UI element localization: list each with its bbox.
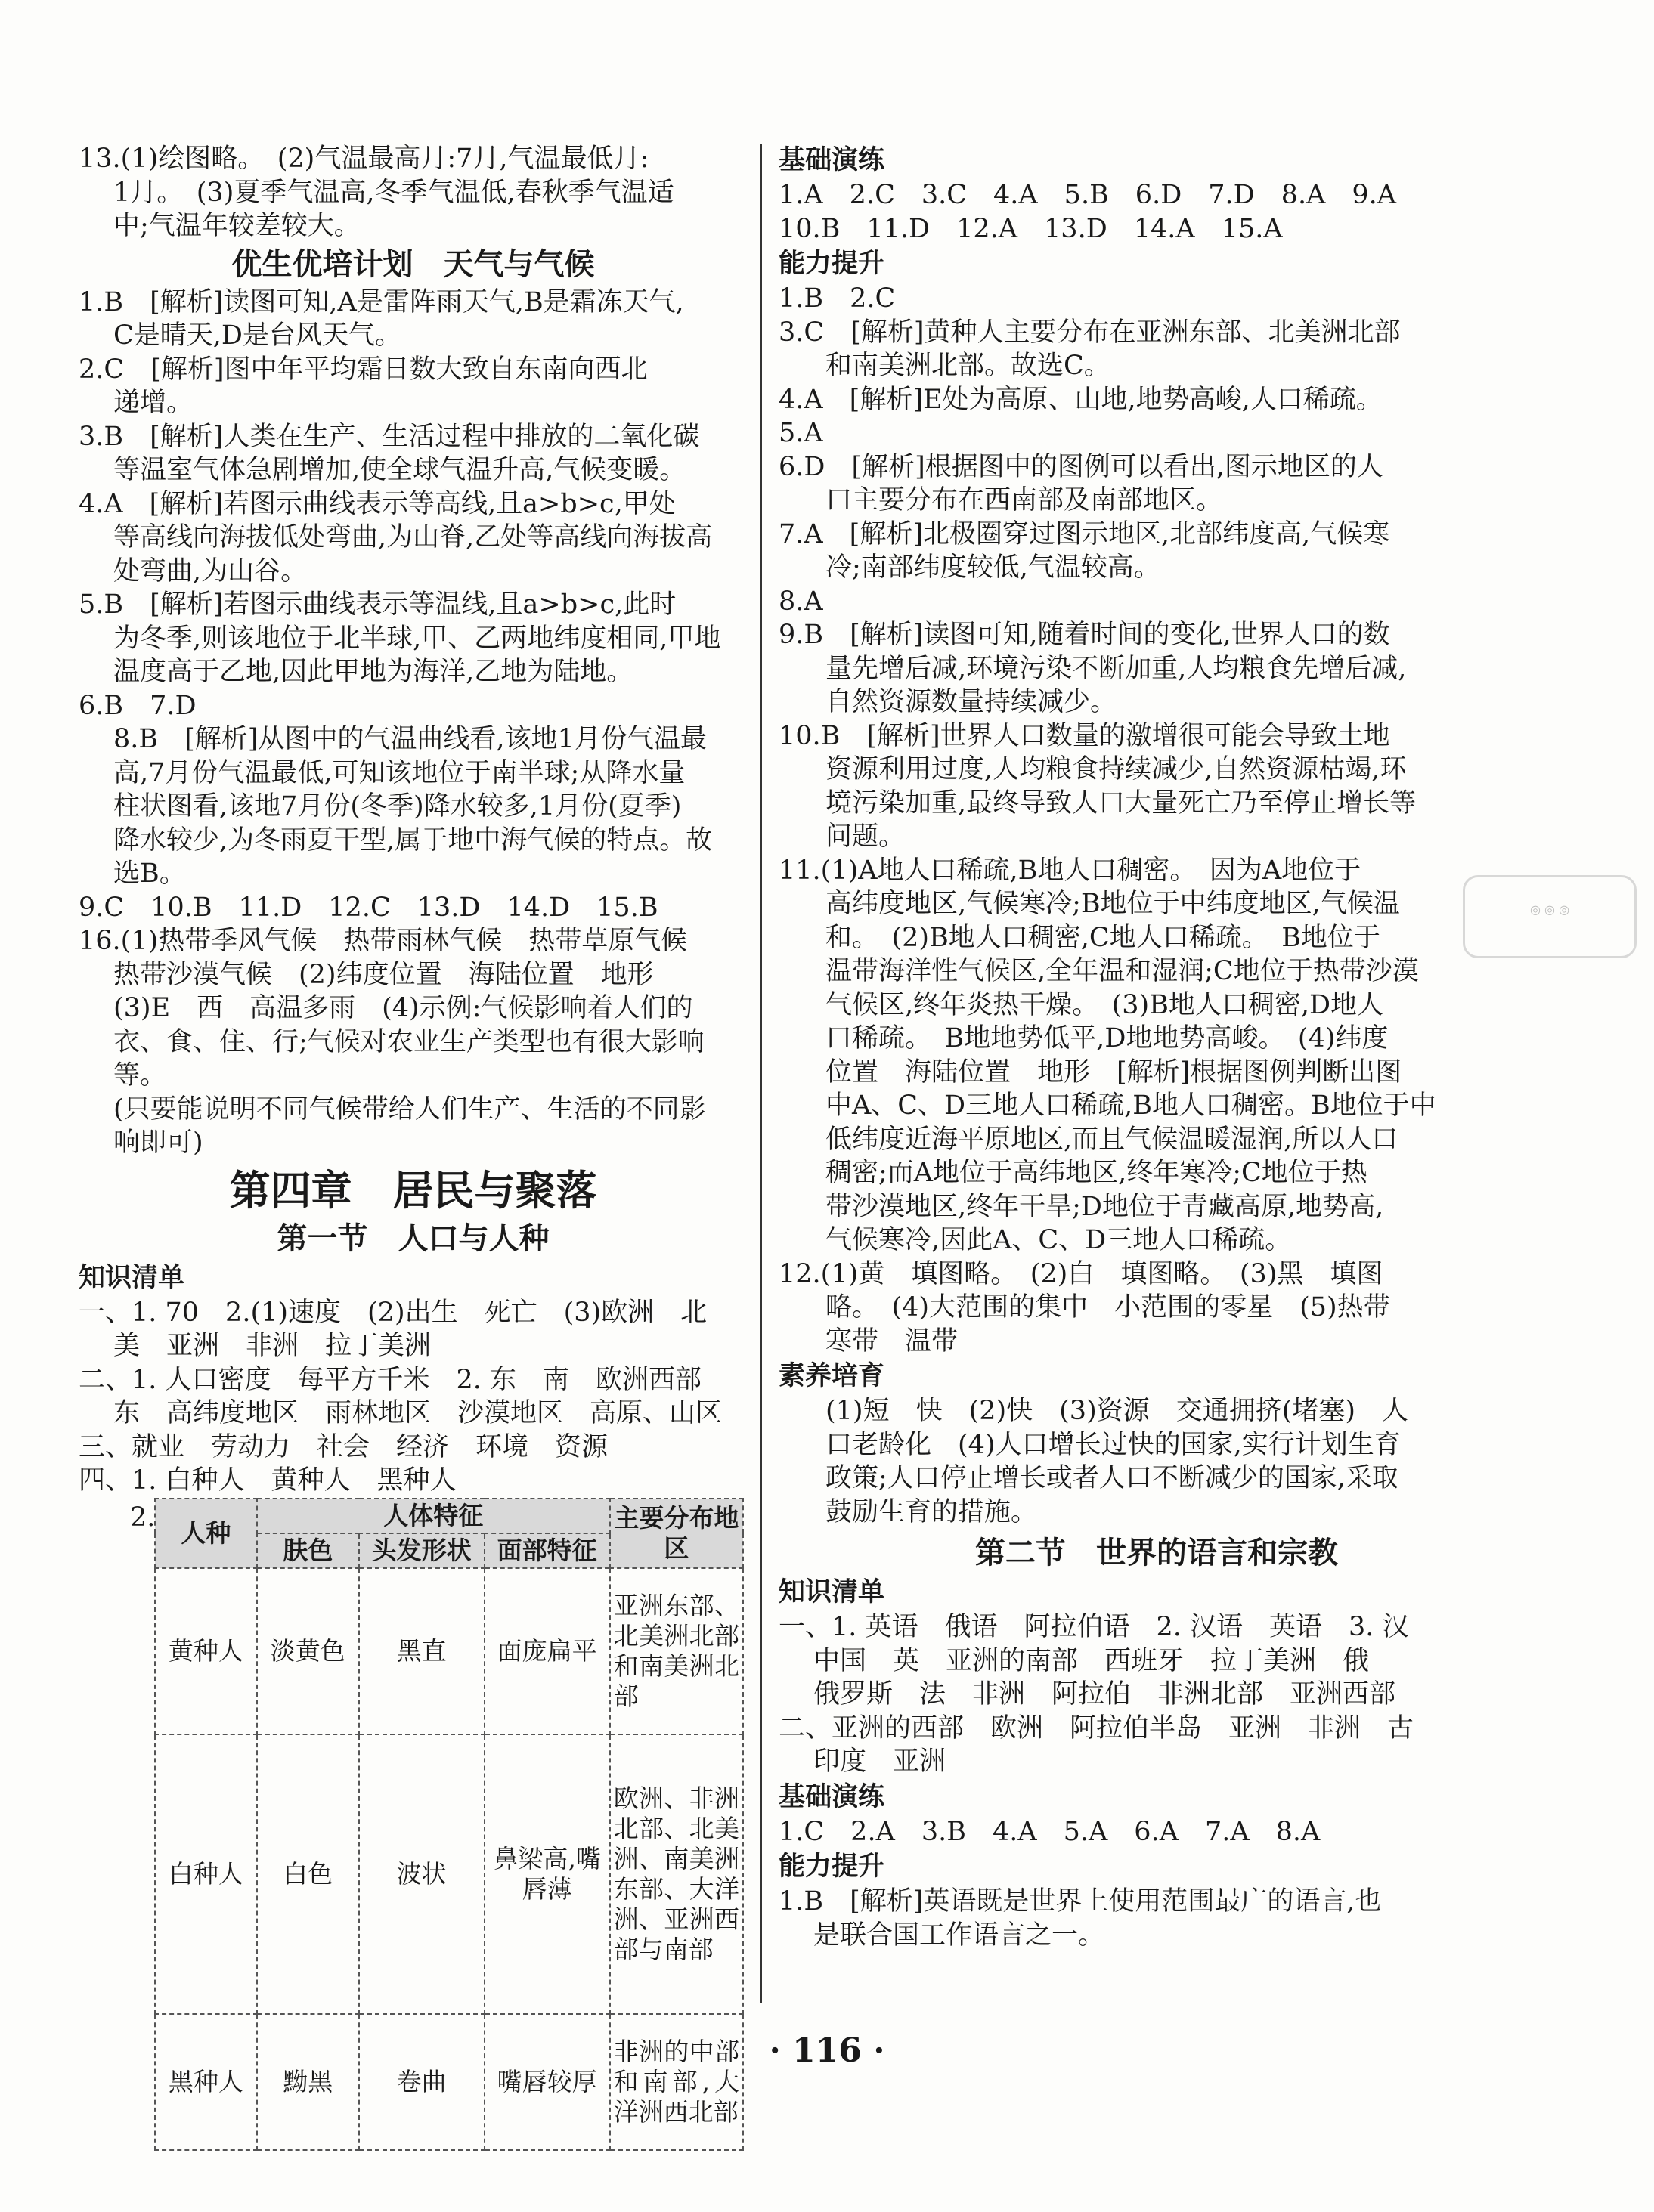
text-line: 1.A 2.C 3.C 4.A 5.B 6.D 7.D 8.A 9.A <box>779 180 1397 210</box>
literacy-heading: 素养培育 <box>779 1361 885 1391</box>
text-line: 1月。 (3)夏季气温高,冬季气温低,春秋季气温适 <box>113 177 674 208</box>
text-line: 俄罗斯 法 非洲 阿拉伯 非洲北部 亚洲西部 <box>813 1679 1396 1709</box>
left-column <box>79 142 748 2151</box>
cell-area: 欧洲、非洲北部、北美洲、南美洲东部、大洋洲、亚洲西部与南部 <box>610 1734 743 2014</box>
text-line: 寒带 温带 <box>825 1326 959 1357</box>
text-line: (只要能说明不同气候带给人们生产、生活的不同影 <box>113 1094 706 1125</box>
basic2-heading: 基础演练 <box>779 1781 885 1812</box>
text-line: 口稀疏。 B地地势低平,D地地势高峻。 (4)纬度 <box>825 1023 1389 1053</box>
text-line: 高,7月份气温最低,可知该地位于南半球;从降水量 <box>113 757 686 788</box>
text-line: 8.A <box>779 586 823 617</box>
text-line: 是联合国工作语言之一。 <box>813 1920 1105 1951</box>
text-line: 二、亚洲的西部 欧洲 阿拉伯半岛 亚洲 非洲 古 <box>779 1712 1414 1743</box>
header-features: 人体特征 <box>257 1499 610 1533</box>
text-line: (1)短 快 (2)快 (3)资源 交通拥挤(堵塞) 人 <box>825 1396 1409 1426</box>
text-line: 4.A [解析]E处为高原、山地,地势高峻,人口稀疏。 <box>779 384 1383 415</box>
cell-area: 亚洲东部、北美洲北部和南美洲北部 <box>610 1568 743 1734</box>
text-line: 一、1. 70 2.(1)速度 (2)出生 死亡 (3)欧洲 北 <box>79 1297 708 1328</box>
table-row <box>155 1734 743 2014</box>
text-line: 美 亚洲 非洲 拉丁美洲 <box>113 1331 432 1361</box>
text-line: 中;气温年较差较大。 <box>113 211 361 241</box>
text-line: 稠密;而A地位于高纬地区,终年寒冷;C地位于热 <box>825 1158 1367 1188</box>
ability-heading: 能力提升 <box>779 249 885 279</box>
cell-skin: 淡黄色 <box>257 1568 359 1734</box>
cell-skin: 黝黑 <box>257 2014 359 2150</box>
text-line: 选B。 <box>113 859 186 889</box>
text-line: 6.D [解析]根据图中的图例可以看出,图示地区的人 <box>779 451 1383 482</box>
text-line: 鼓励生育的措施。 <box>825 1496 1038 1527</box>
text-line: 和。 (2)B地人口稠密,C地人口稀疏。 B地位于 <box>825 922 1380 953</box>
header-face: 面部特征 <box>485 1533 610 1568</box>
text-line: 12.(1)黄 填图略。 (2)白 填图略。 (3)黑 填图 <box>779 1258 1383 1289</box>
cell-face: 面庞扁平 <box>485 1568 610 1734</box>
text-line: 温带海洋性气候区,全年温和湿润;C地位于热带沙漠 <box>825 956 1419 986</box>
text-line: 高纬度地区,气候寒冷;B地位于中纬度地区,气候温 <box>825 889 1400 919</box>
text-line: 9.B [解析]读图可知,随着时间的变化,世界人口的数 <box>779 620 1390 650</box>
literacy-answers <box>779 1394 1535 1529</box>
text-line: 1.C 2.A 3.B 4.A 5.A 6.A 7.A 8.A <box>779 1816 1321 1847</box>
cell-hair: 黑直 <box>359 1568 485 1734</box>
header-area: 主要分布地区 <box>610 1499 743 1568</box>
answer-block-q13 <box>79 142 748 243</box>
plan-title: 优生优培计划 天气与气候 <box>231 246 595 282</box>
text-line: 为冬季,则该地位于北半球,甲、乙两地纬度相同,甲地 <box>113 623 721 654</box>
text-line: (3)E 西 高温多雨 (4)示例:气候影响着人们的 <box>113 993 693 1023</box>
knowledge2-list <box>779 1610 1535 1779</box>
text-line: 口主要分布在西南部及南部地区。 <box>825 485 1223 515</box>
text-line: 响即可) <box>113 1128 203 1158</box>
text-line: 中A、C、D三地人口稀疏,B地人口稠密。B地位于中 <box>825 1091 1436 1121</box>
text-line: 处弯曲,为山谷。 <box>113 555 308 586</box>
text-line: 10.B 11.D 12.A 13.D 14.A 15.A <box>779 213 1283 244</box>
header-race: 人种 <box>155 1499 257 1568</box>
text-line: 11.(1)A地人口稀疏,B地人口稠密。 因为A地位于 <box>779 855 1361 886</box>
text-line: 和南美洲北部。故选C。 <box>825 351 1110 381</box>
ability-answers <box>779 282 1535 1358</box>
text-line: 位置 海陆位置 地形 [解析]根据图例判断出图 <box>825 1057 1402 1087</box>
header-hair: 头发形状 <box>359 1533 485 1568</box>
table-number: 2. <box>130 1502 156 1533</box>
text-line: 降水较少,为冬雨夏干型,属于地中海气候的特点。故 <box>113 824 713 855</box>
section2-title: 第二节 世界的语言和宗教 <box>975 1535 1338 1570</box>
text-line: 3.C [解析]黄种人主要分布在亚洲东部、北美洲北部 <box>779 317 1401 348</box>
text-line: 2.C [解析]图中年平均霜日数大致自东南向西北 <box>79 354 648 385</box>
chapter-title: 第四章 居民与聚落 <box>229 1165 597 1214</box>
text-line: 6.B 7.D <box>79 690 197 721</box>
watermark-stamp: ◎ ◎ ◎ <box>1463 875 1637 958</box>
page-number: · 116 · <box>769 2031 885 2070</box>
cell-race: 黑种人 <box>155 2014 257 2150</box>
text-line: 略。 (4)大范围的集中 小范围的零星 (5)热带 <box>825 1292 1390 1323</box>
knowledge-heading: 知识清单 <box>79 1262 185 1293</box>
text-line: 资源利用过度,人均粮食持续减少,自然资源枯竭,环 <box>825 754 1407 784</box>
text-line: 政策;人口停止增长或者人口不断减少的国家,采取 <box>825 1463 1398 1493</box>
right-column <box>779 142 1535 1952</box>
table-row <box>155 1568 743 1734</box>
text-line: 气候寒冷,因此A、C、D三地人口稀疏。 <box>825 1225 1292 1255</box>
text-line: 中国 英 亚洲的南部 西班牙 拉丁美洲 俄 <box>813 1645 1370 1676</box>
text-line: 一、1. 英语 俄语 阿拉伯语 2. 汉语 英语 3. 汉 <box>779 1612 1409 1642</box>
cell-hair: 卷曲 <box>359 2014 485 2150</box>
text-line: 1.B [解析]英语既是世界上使用范围最广的语言,也 <box>779 1886 1382 1917</box>
text-line: 境污染加重,最终导致人口大量死亡乃至停止增长等 <box>825 787 1417 818</box>
text-line: 等高线向海拔低处弯曲,为山脊,乙处等高线向海拔高 <box>113 522 713 552</box>
text-line: 1.B 2.C <box>779 283 896 314</box>
basic2-answers <box>779 1815 1535 1849</box>
text-line: 气候区,终年炎热干燥。 (3)B地人口稠密,D地人 <box>825 989 1384 1020</box>
cell-face: 鼻梁高,嘴唇薄 <box>485 1734 610 2014</box>
text-line: 8.B [解析]从图中的气温曲线看,该地1月份气温最 <box>113 724 707 754</box>
text-line: 5.B [解析]若图示曲线表示等温线,且a>b>c,此时 <box>79 589 677 620</box>
text-line: 5.A <box>779 418 823 448</box>
text-line: 柱状图看,该地7月份(冬季)降水较多,1月份(夏季) <box>113 791 682 821</box>
text-line: 口老龄化 (4)人口增长过快的国家,实行计划生育 <box>825 1429 1401 1460</box>
ability2-heading: 能力提升 <box>779 1852 885 1882</box>
text-line: 二、1. 人口密度 每平方千米 2. 东 南 欧洲西部 <box>79 1364 702 1395</box>
text-line: 9.C 10.B 11.D 12.C 13.D 14.D 15.B <box>79 892 658 923</box>
text-line: 4.A [解析]若图示曲线表示等高线,且a>b>c,甲处 <box>79 488 676 519</box>
text-line: 带沙漠地区,终年干旱;D地位于青藏高原,地势高, <box>825 1191 1384 1222</box>
text-line: 自然资源数量持续减少。 <box>825 687 1117 717</box>
basic-heading: 基础演练 <box>779 145 885 175</box>
section-title: 第一节 人口与人种 <box>277 1220 550 1256</box>
text-line: 衣、食、住、行;气候对农业生产类型也有很大影响等。 <box>113 1026 705 1091</box>
text-line: 13.(1)绘图略。 (2)气温最高月:7月,气温最低月: <box>79 144 649 174</box>
text-line: 3.B [解析]人类在生产、生活过程中排放的二氧化碳 <box>79 421 700 452</box>
text-line: 低纬度近海平原地区,而且气候温暖湿润,所以人口 <box>825 1124 1398 1155</box>
text-line: 16.(1)热带季风气候 热带雨林气候 热带草原气候 <box>79 926 688 956</box>
cell-race: 白种人 <box>155 1734 257 2014</box>
cell-hair: 波状 <box>359 1734 485 2014</box>
text-line: 温度高于乙地,因此甲地为海洋,乙地为陆地。 <box>113 657 633 687</box>
text-line: 热带沙漠气候 (2)纬度位置 海陆位置 地形 <box>113 959 654 990</box>
text-line: 印度 亚洲 <box>813 1746 946 1777</box>
ability2-answers <box>779 1885 1535 1952</box>
column-divider <box>760 144 762 2003</box>
basic-answers <box>779 178 1535 246</box>
text-line: 递增。 <box>113 388 194 418</box>
text-line: 四、1. 白种人 黄种人 黑种人 <box>79 1465 457 1496</box>
cell-skin: 白色 <box>257 1734 359 2014</box>
text-line: 等温室气体急剧增加,使全球气温升高,气候变暖。 <box>113 455 686 485</box>
text-line: 7.A [解析]北极圈穿过图示地区,北部纬度高,气候寒 <box>779 518 1390 549</box>
knowledge-list <box>79 1296 748 1498</box>
text-line: 三、就业 劳动力 社会 经济 环境 资源 <box>79 1431 609 1462</box>
text-line: 冷;南部纬度较低,气温较高。 <box>825 552 1160 583</box>
text-line: 问题。 <box>825 821 906 852</box>
text-line: C是晴天,D是台风天气。 <box>113 320 401 351</box>
header-skin: 肤色 <box>257 1533 359 1568</box>
knowledge2-heading: 知识清单 <box>779 1577 885 1607</box>
cell-area: 非洲的中部和南部,大洋洲西北部 <box>610 2014 743 2150</box>
text-line: 10.B [解析]世界人口数量的激增很可能会导致土地 <box>779 720 1390 751</box>
plan-answers <box>79 286 748 1160</box>
text-line: 量先增后减,环境污染不断加重,人均粮食先增后减, <box>825 653 1407 684</box>
text-line: 东 高纬度地区 雨林地区 沙漠地区 高原、山区 <box>113 1398 723 1428</box>
cell-race: 黄种人 <box>155 1568 257 1734</box>
cell-face: 嘴唇较厚 <box>485 2014 610 2150</box>
text-line: 1.B [解析]读图可知,A是雷阵雨天气,B是霜冻天气, <box>79 286 684 317</box>
